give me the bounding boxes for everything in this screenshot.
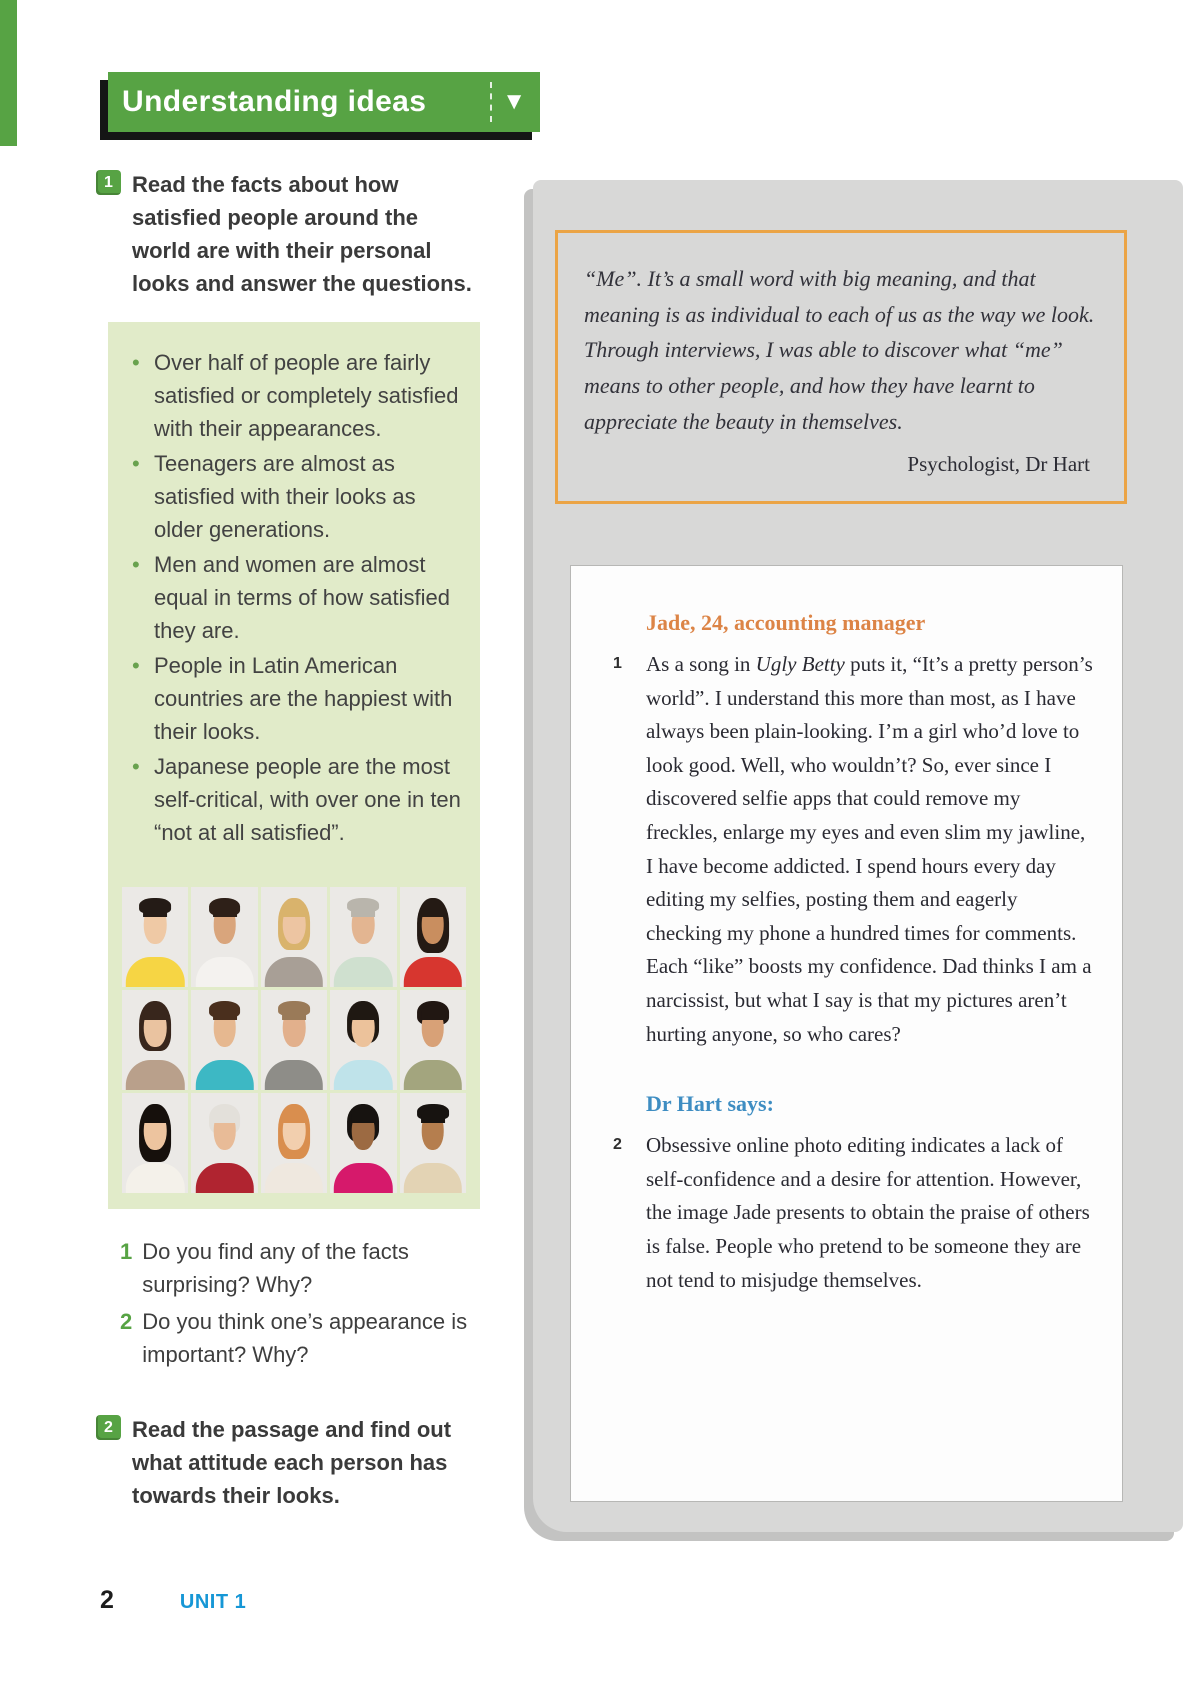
fact-item: • Men and women are almost equal in terms of how satisfied they are. [132, 548, 466, 647]
exercise-1-instruction: Read the facts about how satisfied people around the world are with their personal looks and answer the questions. [132, 172, 472, 296]
question-2 [120, 1305, 508, 1371]
exercise-1-questions [120, 1235, 508, 1371]
person-photo [191, 990, 257, 1090]
person-photo [400, 1093, 466, 1193]
quote-text: “Me”. It’s a small word with big meaning, and that meaning is as individual to each of us as the way we look. Through interviews, I was able to discover what “me” means to other people, and how they have learnt to appreciate the beauty in themselves. [584, 266, 1095, 434]
fact-item: • People in Latin American countries are the happiest with their looks. [132, 649, 466, 748]
page-number: 2 [100, 1586, 114, 1614]
paragraph-1-text [646, 648, 1094, 1051]
exercise-2-number-badge: 2 [96, 1415, 121, 1440]
question-1-number: 1 [120, 1239, 133, 1264]
exercise-2-instruction: Read the passage and find out what attitude each person has towards their looks. [132, 1417, 452, 1508]
fact-item: • Teenagers are almost as satisfied with their looks as older generations. [132, 447, 466, 546]
person-photo [122, 990, 188, 1090]
people-photo-grid [122, 887, 466, 1193]
question-1-text: Do you find any of the facts surprising? Why? [142, 1239, 409, 1297]
exercise-2 [96, 1413, 508, 1512]
question-2-number: 2 [120, 1309, 133, 1334]
person-photo [191, 887, 257, 987]
fact-item: • Japanese people are the most self-critical, with over one in ten “not at all satisfied”. [132, 750, 466, 849]
person-photo [261, 1093, 327, 1193]
person-photo [261, 887, 327, 987]
paragraph-1-show-title: Ugly Betty [755, 652, 845, 676]
paragraph-1-text-pre: As a song in [646, 652, 756, 676]
person-photo [400, 990, 466, 1090]
person-photo [400, 887, 466, 987]
paragraph-2-number: 2 [613, 1136, 622, 1154]
passage-paragraph-2 [613, 1129, 1094, 1297]
speaker-heading: Jade, 24, accounting manager [646, 610, 926, 635]
page-edge-tab [0, 0, 17, 146]
fact-item: • Over half of people are fairly satisfied or completely satisfied with their appearances. [132, 346, 466, 445]
question-1 [120, 1235, 508, 1301]
paragraph-1-text-post: puts it, “It’s a pretty person’s world”. I understand this more than most, as I have always been plain-looking. I’m a girl who’d love to look good. Well, who wouldn’t? So, ever since I discovered selfie apps that could remove my freckles, enlarge my eyes and even slim my jawline, I have become addicted. I spend hours every day editing my selfies, posting them and eagerly checking my phone a hundred times for comments. Each “like” boosts my confidence. Dad thinks I am a narcissist, but what I say is that my pictures aren’t hurting anyone, so who cares? [646, 652, 1093, 1046]
quote-attribution: Psychologist, Dr Hart [907, 452, 1090, 477]
passage-card [570, 565, 1123, 1502]
banner-controls [490, 82, 526, 122]
exercise-1 [96, 168, 508, 300]
person-photo [330, 887, 396, 987]
left-column [96, 168, 508, 1512]
person-photo [330, 990, 396, 1090]
reading-panel [533, 180, 1183, 1532]
passage-paragraph-1 [613, 648, 1094, 1051]
quote-box [555, 230, 1127, 504]
person-photo [191, 1093, 257, 1193]
person-photo [330, 1093, 396, 1193]
section-banner [108, 72, 540, 132]
paragraph-1-number: 1 [613, 655, 622, 672]
person-photo [122, 887, 188, 987]
unit-label: UNIT 1 [179, 1591, 247, 1613]
section-title: Understanding ideas [122, 85, 427, 118]
facts-list [122, 346, 466, 849]
paragraph-2-text: Obsessive online photo editing indicates a lack of self-confidence and a desire for attention. However, the image Jade presents to obtain the praise of others is false. People who pretend to be someone they are not tend to misjudge themselves. [646, 1133, 1090, 1292]
banner-divider [490, 82, 492, 122]
page-footer [100, 1586, 246, 1615]
dropdown-arrow-icon[interactable]: ▼ [502, 88, 526, 115]
question-2-text: Do you think one’s appearance is important? Why? [142, 1309, 468, 1367]
dr-hart-heading: Dr Hart says: [646, 1091, 774, 1117]
facts-box [108, 322, 480, 1209]
exercise-1-number-badge: 1 [96, 170, 121, 195]
person-photo [122, 1093, 188, 1193]
person-photo [261, 990, 327, 1090]
